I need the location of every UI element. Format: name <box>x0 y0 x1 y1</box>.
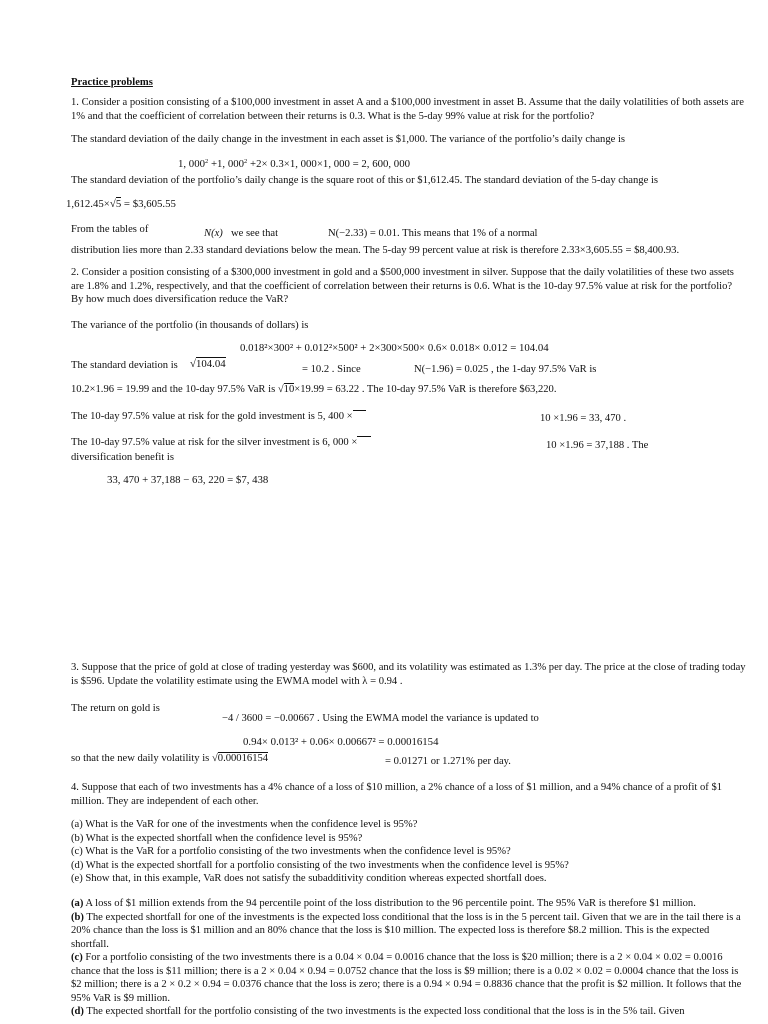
problem-2-question: 2. Consider a position consisting of a $300,000 investment in gold and a $500,000 investment in silver. Suppose that the daily volatilities of these two assets are 1.8% and 1.2%, respectively, and that the coefficient of correlation between their returns is 0.6. What is the 10-day 97.5% value at risk for the portfolio? By how much does diversification reduce the VaR? <box>71 267 734 305</box>
subquestion-item: (e) Show that, in this example, VaR does not satisfy the subadditivity condition whereas expected shortfall does. <box>71 873 547 884</box>
problem-2-variance-line: The variance of the portfolio (in thousands of dollars) is <box>71 320 309 331</box>
problem-2-silver-value: 10 ×1.96 = 37,188 . The <box>546 440 649 451</box>
problem-1-var-result: distribution lies more than 2.33 standard deviations below the mean. The 5-day 99 percent value at risk is therefore 2.33×3,605.55 = $8,400.93. <box>71 245 680 256</box>
problem-1-variance-equation: 1, $000^2 +1$, $000^2 +2\times 0.3\times 1$, 000×1, 000 = 2, 600, 000 <box>178 158 410 170</box>
problem-2-sd-text: The standard deviation is <box>71 360 178 371</box>
problem-1-5day-sd-equation: 1,612.45×√5 = $3,605.55 <box>66 198 176 210</box>
problem-4-answers <box>71 897 746 1019</box>
subquestion-item: (d) What is the expected shortfall for a portfolio consisting of the two investments when the confidence level is 95%? <box>71 859 569 871</box>
problem-2-diversification-label: diversification benefit is <box>71 452 174 463</box>
problem-3-return-label: The return on gold is <box>71 703 160 714</box>
problem-3-return-equation: −4 / 3600 = −0.00667 . Using the EWMA model the variance is updated to <box>222 713 539 724</box>
problem-2-sd-radical: √104.04 <box>190 358 226 370</box>
problem-4-question: 4. Suppose that each of two investments has a 4% chance of a loss of $10 million, a 2% chance of a loss of $1 million, and a 94% chance of a profit of $1 million. They are independent of each other. <box>71 782 723 807</box>
problem-4-subquestions <box>71 818 746 886</box>
problem-1-tables-see: we see that <box>231 228 279 239</box>
subquestion-item: (c) What is the VaR for a portfolio consisting of the two investments when the confidence level is 95%? <box>71 846 511 857</box>
problem-2-10day-var: 10.2×1.96 = 19.99 and the 10-day 97.5% VaR is √10×19.99 = 63.22 . The 10-day 97.5% VaR is therefore $63,220. <box>71 384 557 395</box>
problem-1-std-line: The standard deviation of the daily change in the investment in each asset is $1,000. The variance of the portfolio’s daily change is <box>71 134 626 145</box>
problem-2-gold-var: The 10-day 97.5% value at risk for the gold investment is 5, 400 × <box>71 410 366 424</box>
problem-2-sd-since: = 10.2 . Since <box>302 364 361 375</box>
problem-3-volatility-label: so that the new daily volatility is √0.00016154 <box>71 753 269 764</box>
problem-2-gold-value: 10 ×1.96 = 33, 470 . <box>540 413 627 424</box>
problem-1-tables-normal: N(−2.33) = 0.01. This means that 1% of a normal <box>328 228 538 239</box>
problem-2-variance-equation: 0.018²×300² + 0.012²×500² + 2×300×500× 0.6× 0.018× 0.012 = 104.04 <box>240 342 549 354</box>
problem-1-tables-text: From the tables of <box>71 224 149 235</box>
answer-a: (a) A loss of $1 million extends from the 94 percentile point of the loss distribution to the 96 percentile point. The 95% VaR is therefore $1 million. <box>71 898 696 909</box>
subquestion-item: (a) What is the VaR for one of the investments when the confidence level is 95%? <box>71 819 418 830</box>
problem-1-question: 1. Consider a position consisting of a $100,000 investment in asset A and a $100,000 investment in asset B. Assume that the daily volatilities of both assets are 1% and that the coefficient of correlation between their returns is 0.3. What is the 5-day 99% value at risk for the portfolio? <box>71 97 744 122</box>
problem-2-diversification-equation: 33, 470 + 37,188 − 63, 220 = $7, 438 <box>107 474 269 486</box>
problem-2-silver-var: The 10-day 97.5% value at risk for the silver investment is 6, 000 × <box>71 436 371 450</box>
page-title: Practice problems <box>71 77 153 88</box>
problem-3-ewma-equation: 0.94× 0.013² + 0.06× 0.00667² = 0.00016154 <box>243 736 439 748</box>
problem-1-sqrt-line: The standard deviation of the portfolio’s daily change is the square root of this or $1,612.45. The standard deviation of the 5-day change is <box>71 175 659 186</box>
problem-2-1day-var: N(−1.96) = 0.025 , the 1-day 97.5% VaR is <box>414 364 597 375</box>
problem-1-tables-nx: N(x) <box>204 228 223 239</box>
problem-3-volatility-result: = 0.01271 or 1.271% per day. <box>385 756 511 767</box>
subquestion-item: (b) What is the expected shortfall when the confidence level is 95%? <box>71 832 363 844</box>
problem-3-question: 3. Suppose that the price of gold at close of trading yesterday was $600, and its volatility was estimated as 1.3% per day. The price at the close of trading today is $596. Update the volatility estimate using the EWMA model with λ = 0.94 . <box>71 662 746 687</box>
answer-d: (d) The expected shortfall for the portfolio consisting of the two investments is the expected loss conditional that the loss is in the 5% tail. Given <box>71 1006 685 1017</box>
answer-c: (c) For a portfolio consisting of the two investments there is a 0.04 × 0.04 = 0.0016 chance that the loss is $20 million; there is a 2 × 0.04 × 0.02 = 0.0016 chance that the loss is $11 million; there is a 2 × 0.04 × 0.94 = 0.0752 chance that the loss is $9 million; there is a 0.02 × 0.02 = 0.0004 chance that the loss is $2 million; there is a 2 × 0.2 × 0.94 = 0.0376 chance that the loss is zero; there is a 0.94 × 0.94 = 0.8836 chance that the profit is $2 million. It follows that the 95% VaR is $9 million. <box>71 952 742 1004</box>
answer-b: (b) The expected shortfall for one of the investments is the expected loss conditional that the loss is in the 5 percent tail. Given that we are in the tail there is a 20% chance than the loss is $1 million and an 80% chance that the loss is $10 million. The expected loss is therefore $8.2 million. This is the expected shortfall. <box>71 911 741 950</box>
